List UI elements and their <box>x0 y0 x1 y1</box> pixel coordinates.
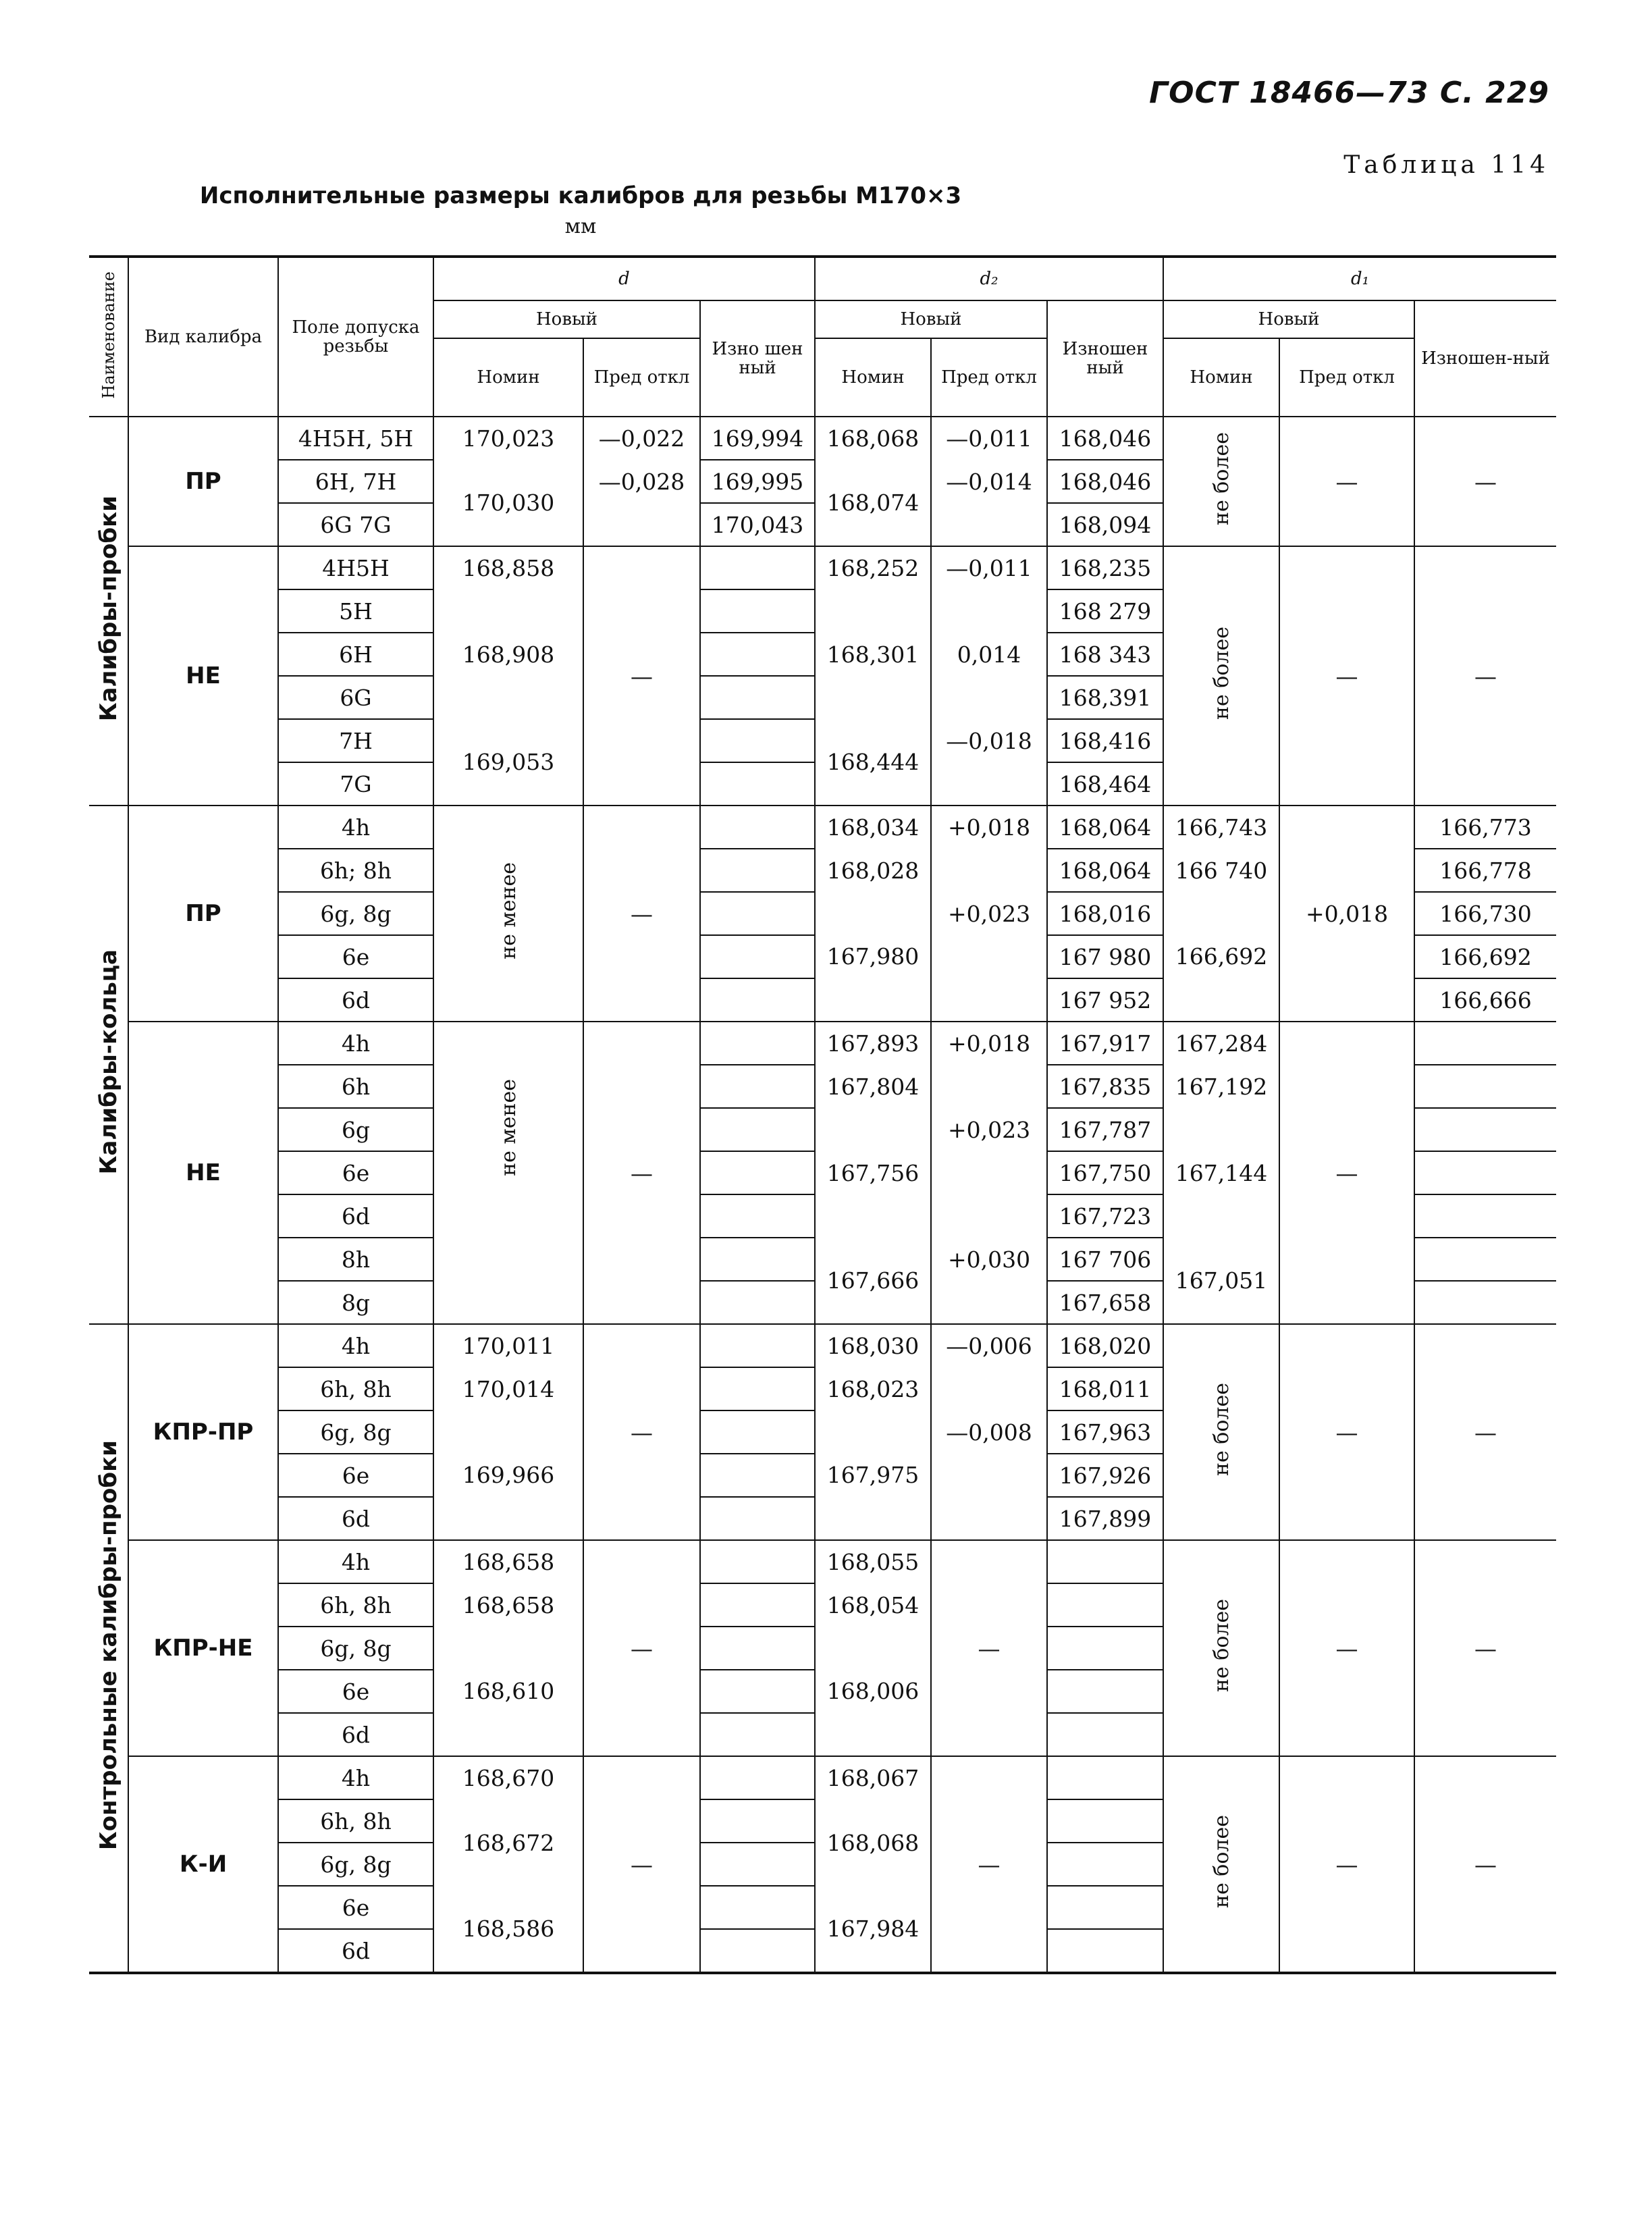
value-cell: 166,692 <box>1414 935 1556 978</box>
value-cell <box>931 1194 1047 1238</box>
column-header-d1-deviation: Пред откл <box>1279 338 1414 417</box>
value-cell: 168,064 <box>1047 849 1163 892</box>
value-cell: 169,994 <box>700 417 815 460</box>
column-header-kind: Вид калибра <box>128 257 278 417</box>
table-body <box>89 417 1556 1973</box>
not-applicable-dash: — <box>1279 417 1414 546</box>
value-cell <box>700 1756 815 1799</box>
value-cell: +0,030 <box>931 1238 1047 1281</box>
tolerance-cell: 6h, 8h <box>278 1799 433 1843</box>
value-cell: —0,014 <box>931 460 1047 503</box>
value-cell: 168,858 <box>433 546 583 589</box>
table-row <box>89 1022 1556 1065</box>
value-cell: 166,692 <box>1163 892 1279 1022</box>
value-cell: 168,301 <box>815 589 931 719</box>
value-cell: +0,023 <box>931 1108 1047 1151</box>
tolerance-cell: 5H <box>278 589 433 633</box>
value-cell: 168,023 <box>815 1367 931 1410</box>
column-header-d2-new: Новый <box>815 300 1047 338</box>
value-cell <box>931 676 1047 719</box>
value-cell: 166,743 <box>1163 806 1279 849</box>
group-name: Калибры-кольца <box>89 806 128 1324</box>
dimensions-table-wrapper <box>89 255 1549 1974</box>
tolerance-cell: 6g, 8g <box>278 1410 433 1454</box>
value-cell: 168,046 <box>1047 460 1163 503</box>
gauge-kind: НЕ <box>128 546 278 806</box>
value-cell <box>931 1151 1047 1194</box>
value-cell: 168 279 <box>1047 589 1163 633</box>
value-cell: 167,975 <box>815 1410 931 1540</box>
value-cell: 167,051 <box>1163 1238 1279 1324</box>
value-cell: 168,055 <box>815 1540 931 1583</box>
value-cell <box>700 1194 815 1238</box>
value-cell <box>700 1281 815 1324</box>
value-cell: 166,730 <box>1414 892 1556 935</box>
page-reference: ГОСТ 18466—73 С. 229 <box>1149 76 1549 110</box>
column-header-d1-worn: Изношен-ный <box>1414 300 1556 417</box>
limit-note: не менее <box>433 806 583 1022</box>
table-row <box>89 546 1556 589</box>
not-applicable-dash: — <box>583 1022 700 1324</box>
column-header-d2: d₂ <box>815 257 1163 300</box>
gauge-kind: ПР <box>128 806 278 1022</box>
value-cell <box>1414 1238 1556 1281</box>
value-cell <box>700 719 815 762</box>
tolerance-cell: 4h <box>278 1540 433 1583</box>
value-cell <box>700 1843 815 1886</box>
value-cell <box>931 762 1047 806</box>
value-cell <box>1414 1065 1556 1108</box>
column-header-tolerance: Поле допуска резьбы <box>278 257 433 417</box>
group-name: Контрольные калибры-пробки <box>89 1324 128 1973</box>
value-cell: 168,658 <box>433 1540 583 1583</box>
not-applicable-dash: — <box>1279 546 1414 806</box>
value-cell <box>700 1497 815 1540</box>
value-cell <box>700 676 815 719</box>
tolerance-cell: 6g, 8g <box>278 1627 433 1670</box>
value-cell: +0,018 <box>1279 806 1414 1022</box>
value-cell <box>700 1454 815 1497</box>
value-cell: 167,750 <box>1047 1151 1163 1194</box>
value-cell: 168,908 <box>433 589 583 719</box>
value-cell <box>700 806 815 849</box>
value-cell: 167 980 <box>1047 935 1163 978</box>
value-cell: 167,658 <box>1047 1281 1163 1324</box>
not-applicable-dash: — <box>1279 1756 1414 1973</box>
not-applicable-dash: — <box>1279 1022 1414 1324</box>
value-cell <box>931 849 1047 892</box>
tolerance-cell: 6G 7G <box>278 503 433 546</box>
value-cell <box>700 849 815 892</box>
table-unit: мм <box>564 215 597 238</box>
gauge-kind: КПР-НЕ <box>128 1540 278 1756</box>
column-header-d-nominal: Номин <box>433 338 583 417</box>
value-cell: 167,899 <box>1047 1497 1163 1540</box>
tolerance-cell: 8h <box>278 1238 433 1281</box>
group-name: Калибры-пробки <box>89 417 128 806</box>
value-cell <box>700 1410 815 1454</box>
table-row <box>89 806 1556 849</box>
empty-cell <box>433 1238 583 1324</box>
value-cell: 168 343 <box>1047 633 1163 676</box>
tolerance-cell: 6h <box>278 1065 433 1108</box>
value-cell <box>931 935 1047 978</box>
value-cell <box>700 1799 815 1843</box>
gauge-kind: КПР-ПР <box>128 1324 278 1540</box>
not-applicable-dash: — <box>583 1540 700 1756</box>
value-cell: +0,018 <box>931 806 1047 849</box>
limit-note: не менее <box>433 1022 583 1238</box>
value-cell <box>700 1324 815 1367</box>
value-cell: 167,144 <box>1163 1108 1279 1238</box>
tolerance-cell: 6g <box>278 1108 433 1151</box>
value-cell <box>1414 1108 1556 1151</box>
value-cell: 168,252 <box>815 546 931 589</box>
table-row <box>89 417 1556 460</box>
value-cell <box>931 1454 1047 1497</box>
value-cell <box>700 1367 815 1410</box>
value-cell: +0,018 <box>931 1022 1047 1065</box>
column-header-d1: d₁ <box>1163 257 1556 300</box>
tolerance-cell: 6e <box>278 935 433 978</box>
value-cell <box>1047 1929 1163 1973</box>
value-cell: —0,006 <box>931 1324 1047 1367</box>
value-cell: 168,586 <box>433 1886 583 1973</box>
value-cell: 168,068 <box>815 1799 931 1886</box>
value-cell: +0,023 <box>931 892 1047 935</box>
value-cell <box>700 1540 815 1583</box>
value-cell <box>700 762 815 806</box>
value-cell <box>700 1022 815 1065</box>
column-header-d: d <box>433 257 815 300</box>
table-row <box>89 1756 1556 1799</box>
tolerance-cell: 6h, 8h <box>278 1583 433 1627</box>
tolerance-cell: 6g, 8g <box>278 1843 433 1886</box>
tolerance-cell: 4h <box>278 1756 433 1799</box>
value-cell: 167,917 <box>1047 1022 1163 1065</box>
gauge-dimensions-table <box>89 255 1556 1974</box>
value-cell: 168,464 <box>1047 762 1163 806</box>
value-cell: 168,054 <box>815 1583 931 1627</box>
value-cell: —0,008 <box>931 1410 1047 1454</box>
value-cell: 168,006 <box>815 1627 931 1756</box>
value-cell: 168,391 <box>1047 676 1163 719</box>
gauge-kind: ПР <box>128 417 278 546</box>
value-cell: 168,068 <box>815 417 931 460</box>
value-cell <box>700 978 815 1022</box>
value-cell: 168,034 <box>815 806 931 849</box>
gauge-kind: НЕ <box>128 1022 278 1324</box>
value-cell: —0,011 <box>931 546 1047 589</box>
value-cell <box>1414 1022 1556 1065</box>
value-cell <box>1414 1151 1556 1194</box>
tolerance-cell: 6H, 7H <box>278 460 433 503</box>
column-header-d2-deviation: Пред откл <box>931 338 1047 417</box>
value-cell <box>1047 1756 1163 1799</box>
value-cell: 170,014 <box>433 1367 583 1410</box>
value-cell: 167,192 <box>1163 1065 1279 1108</box>
column-header-d2-worn: Изношен ный <box>1047 300 1163 417</box>
value-cell <box>1047 1886 1163 1929</box>
tolerance-cell: 6G <box>278 676 433 719</box>
limit-note: не более <box>1163 1756 1279 1973</box>
value-cell: 167,893 <box>815 1022 931 1065</box>
not-applicable-dash: — <box>931 1540 1047 1756</box>
value-cell: 168,416 <box>1047 719 1163 762</box>
value-cell: 167 706 <box>1047 1238 1163 1281</box>
not-applicable-dash: — <box>583 546 700 806</box>
value-cell <box>700 1627 815 1670</box>
column-header-d1-new: Новый <box>1163 300 1414 338</box>
value-cell <box>700 1583 815 1627</box>
tolerance-cell: 4H5H, 5H <box>278 417 433 460</box>
value-cell <box>931 1281 1047 1324</box>
tolerance-cell: 6d <box>278 1497 433 1540</box>
tolerance-cell: 4h <box>278 806 433 849</box>
limit-note: не более <box>1163 1324 1279 1540</box>
tolerance-cell: 6e <box>278 1151 433 1194</box>
tolerance-cell: 8g <box>278 1281 433 1324</box>
value-cell <box>1047 1540 1163 1583</box>
value-cell <box>700 935 815 978</box>
value-cell: 167,804 <box>815 1065 931 1108</box>
value-cell <box>931 589 1047 633</box>
column-header-d-worn: Изно шен ный <box>700 300 815 417</box>
tolerance-cell: 7G <box>278 762 433 806</box>
tolerance-cell: 7H <box>278 719 433 762</box>
value-cell: 166,666 <box>1414 978 1556 1022</box>
value-cell <box>1414 1194 1556 1238</box>
gauge-kind: К-И <box>128 1756 278 1973</box>
value-cell <box>931 978 1047 1022</box>
value-cell: 168,094 <box>1047 503 1163 546</box>
value-cell <box>1047 1627 1163 1670</box>
value-cell: 168,444 <box>815 719 931 806</box>
value-cell <box>700 633 815 676</box>
value-cell: 168,672 <box>433 1799 583 1886</box>
table-label: Таблица 114 <box>1343 151 1549 179</box>
value-cell <box>1047 1583 1163 1627</box>
value-cell: 167 952 <box>1047 978 1163 1022</box>
value-cell <box>700 1151 815 1194</box>
value-cell: 170,023 <box>433 417 583 460</box>
tolerance-cell: 6d <box>278 978 433 1022</box>
value-cell <box>1047 1843 1163 1886</box>
value-cell <box>700 589 815 633</box>
value-cell: 168,020 <box>1047 1324 1163 1367</box>
value-cell <box>931 1367 1047 1410</box>
tolerance-cell: 6e <box>278 1454 433 1497</box>
value-cell: 168,235 <box>1047 546 1163 589</box>
value-cell: 168,028 <box>815 849 931 892</box>
column-header-d-deviation: Пред откл <box>583 338 700 417</box>
value-cell <box>1047 1799 1163 1843</box>
tolerance-cell: 4h <box>278 1022 433 1065</box>
value-cell: 166,778 <box>1414 849 1556 892</box>
value-cell: 168,610 <box>433 1627 583 1756</box>
limit-note: не более <box>1163 1540 1279 1756</box>
column-header-d2-nominal: Номин <box>815 338 931 417</box>
table-title: Исполнительные размеры калибров для резьбы М170×3 <box>199 182 962 209</box>
value-cell: 168,064 <box>1047 806 1163 849</box>
value-cell: 170,011 <box>433 1324 583 1367</box>
not-applicable-dash: — <box>1474 468 1497 495</box>
tolerance-cell: 6d <box>278 1194 433 1238</box>
value-cell: 167,963 <box>1047 1410 1163 1454</box>
table-row <box>89 1540 1556 1583</box>
tolerance-cell: 4h <box>278 1324 433 1367</box>
value-cell: —0,028 <box>583 460 700 503</box>
not-applicable-dash: — <box>1474 1635 1497 1662</box>
tolerance-cell: 4H5H <box>278 546 433 589</box>
value-cell: 167,666 <box>815 1238 931 1324</box>
value-cell <box>931 1065 1047 1108</box>
value-cell: 168,067 <box>815 1756 931 1799</box>
value-cell: 166 740 <box>1163 849 1279 892</box>
value-cell <box>700 1065 815 1108</box>
value-cell: 168,658 <box>433 1583 583 1627</box>
value-cell: 169,053 <box>433 719 583 806</box>
value-cell: 168,016 <box>1047 892 1163 935</box>
value-cell: 167,926 <box>1047 1454 1163 1497</box>
value-cell: 168,030 <box>815 1324 931 1367</box>
value-cell <box>700 1108 815 1151</box>
not-applicable-dash: — <box>1474 1851 1497 1878</box>
value-cell: 167,284 <box>1163 1022 1279 1065</box>
value-cell <box>700 1713 815 1756</box>
value-cell: 167,723 <box>1047 1194 1163 1238</box>
value-cell <box>931 1497 1047 1540</box>
tolerance-cell: 6e <box>278 1670 433 1713</box>
value-cell <box>1047 1713 1163 1756</box>
value-cell <box>583 503 700 546</box>
tolerance-cell: 6g, 8g <box>278 892 433 935</box>
not-applicable-dash: — <box>1474 1419 1497 1446</box>
column-header-name: Наименование <box>89 257 128 417</box>
value-cell: 168,011 <box>1047 1367 1163 1410</box>
value-cell <box>700 1238 815 1281</box>
value-cell <box>1414 1281 1556 1324</box>
not-applicable-dash: — <box>1279 1324 1414 1540</box>
column-header-d-new: Новый <box>433 300 700 338</box>
not-applicable-dash: — <box>583 806 700 1022</box>
limit-note: не более <box>1163 546 1279 806</box>
value-cell <box>700 1929 815 1973</box>
value-cell <box>1047 1670 1163 1713</box>
value-cell: 169,966 <box>433 1410 583 1540</box>
tolerance-cell: 6e <box>278 1886 433 1929</box>
value-cell: 167,835 <box>1047 1065 1163 1108</box>
tolerance-cell: 6H <box>278 633 433 676</box>
value-cell <box>700 546 815 589</box>
value-cell <box>700 1886 815 1929</box>
value-cell <box>931 503 1047 546</box>
value-cell: 167,787 <box>1047 1108 1163 1151</box>
value-cell <box>700 1670 815 1713</box>
value-cell: 168,670 <box>433 1756 583 1799</box>
value-cell: —0,022 <box>583 417 700 460</box>
value-cell: 170,030 <box>433 460 583 546</box>
column-header-d1-nominal: Номин <box>1163 338 1279 417</box>
value-cell: 169,995 <box>700 460 815 503</box>
not-applicable-dash: — <box>1279 1540 1414 1756</box>
not-applicable-dash: — <box>583 1756 700 1973</box>
value-cell: —0,018 <box>931 719 1047 762</box>
value-cell: —0,011 <box>931 417 1047 460</box>
value-cell: 167,756 <box>815 1108 931 1238</box>
limit-note: не более <box>1163 417 1279 546</box>
tolerance-cell: 6h, 8h <box>278 1367 433 1410</box>
not-applicable-dash: — <box>931 1756 1047 1973</box>
tolerance-cell: 6h; 8h <box>278 849 433 892</box>
value-cell: 166,773 <box>1414 806 1556 849</box>
value-cell: 168,074 <box>815 460 931 546</box>
table-row <box>89 1324 1556 1367</box>
value-cell: 0,014 <box>931 633 1047 676</box>
value-cell: 167,984 <box>815 1886 931 1973</box>
value-cell: 170,043 <box>700 503 815 546</box>
value-cell: 167,980 <box>815 892 931 1022</box>
tolerance-cell: 6d <box>278 1929 433 1973</box>
value-cell: 168,046 <box>1047 417 1163 460</box>
value-cell <box>700 892 815 935</box>
not-applicable-dash: — <box>583 1324 700 1540</box>
not-applicable-dash: — <box>1474 662 1497 689</box>
tolerance-cell: 6d <box>278 1713 433 1756</box>
